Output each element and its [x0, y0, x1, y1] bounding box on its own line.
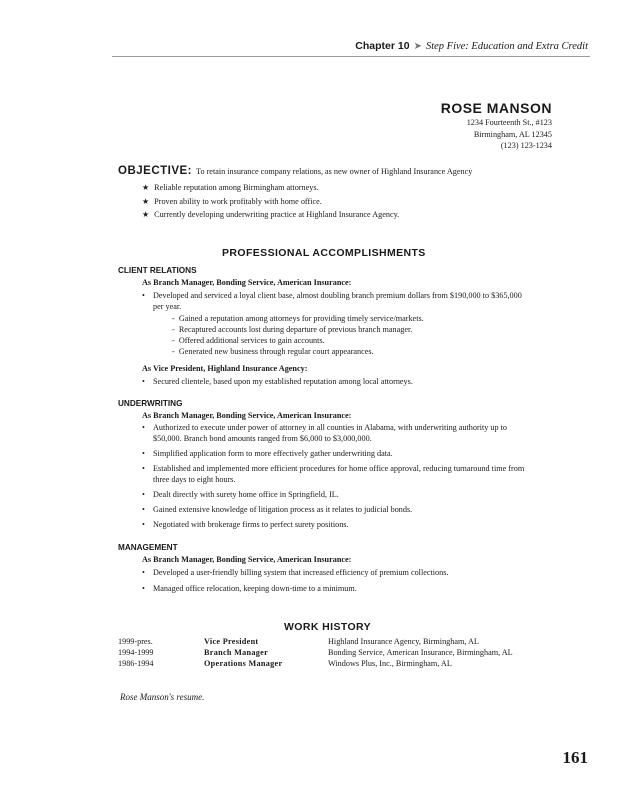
sub-point: - Generated new business through regular court appearances.: [172, 347, 374, 356]
objective-point: ★ Currently developing underwriting practice at Highland Insurance Agency.: [142, 210, 400, 219]
star-bullet-icon: ★: [142, 183, 150, 192]
accomplishments-title: PROFESSIONAL ACCOMPLISHMENTS: [222, 247, 426, 259]
underwriting-role: As Branch Manager, Bonding Service, American Insurance:: [142, 411, 352, 420]
underwriting-bullet: • Simplified application form to more effectively gather underwriting data.: [142, 449, 393, 458]
objective-points: [142, 181, 582, 222]
sub-point: - Gained a reputation among attorneys for providing timely service/markets.: [172, 314, 424, 323]
underwriting-bullet: • Negotiated with brokerage firms to perfect surety positions.: [142, 520, 349, 529]
client-relations-heading: CLIENT RELATIONS: [118, 266, 197, 275]
work-history-title: WORK HISTORY: [284, 621, 372, 633]
sub-point: - Recaptured accounts lost during departure of previous branch manager.: [172, 325, 413, 334]
objective-label: OBJECTIVE:: [118, 165, 193, 177]
running-header: [355, 40, 588, 52]
star-bullet-icon: ★: [142, 210, 150, 219]
sub-point: - Offered additional services to gain accounts.: [172, 336, 325, 345]
management-bullet: • Developed a user-friendly billing system that increased efficiency of premium collections.: [142, 568, 449, 577]
objective-point: ★ Proven ability to work profitably with home office.: [142, 196, 322, 206]
client-relations-role: As Branch Manager, Bonding Service, American Insurance:: [142, 278, 352, 287]
resume-name: ROSE MANSON: [440, 100, 552, 116]
address-line: (123) 123-1234: [500, 141, 552, 150]
address-line: Birmingham, AL 12345: [473, 129, 552, 139]
client-relations-bullet: • Secured clientele, based upon my established reputation among local attorneys.: [142, 377, 413, 386]
address-line: 1234 Fourteenth St., #123: [466, 118, 552, 127]
underwriting-bullet: • Gained extensive knowledge of litigation process as it relates to judicial bonds.: [142, 505, 413, 514]
management-heading: MANAGEMENT: [118, 543, 178, 552]
objective-text: To retain insurance company relations, as new owner of Highland Insurance Agency: [196, 167, 473, 176]
underwriting-bullet: • Established and implemented more efficient procedures for home office approval, reducing turnaround time from three days to eight hours.: [142, 464, 525, 484]
resume-address: [467, 117, 552, 152]
figure-caption: Rose Manson's resume.: [120, 692, 205, 702]
arrowhead-icon: ➤: [413, 41, 422, 52]
client-relations-role2: As Vice President, Highland Insurance Agency:: [142, 364, 308, 373]
star-bullet-icon: ★: [142, 196, 150, 206]
client-relations-subpoints: [172, 313, 424, 357]
objective-point: ★ Reliable reputation among Birmingham attorneys.: [142, 183, 319, 192]
underwriting-bullet: • Dealt directly with surety home office in Springfield, IL.: [142, 490, 339, 499]
page-number: 161: [562, 748, 588, 767]
client-relations-bullet: • Developed and serviced a loyal client base, almost doubling branch premium dollars from $190,000 to $365,000 per year.: [142, 291, 522, 311]
underwriting-heading: UNDERWRITING: [118, 399, 183, 408]
objective: [118, 165, 558, 177]
chapter-label: Chapter 10: [355, 40, 410, 52]
management-role: As Branch Manager, Bonding Service, American Insurance:: [142, 555, 352, 564]
underwriting-bullet: • Authorized to execute under power of attorney in all counties in Alabama, with underwriting authority up to $50,000. Branch bond amounts ranged from $6,000 to $3,000,000.: [142, 423, 508, 443]
header-rule: [112, 56, 590, 57]
management-bullet: • Managed office relocation, keeping down-time to a minimum.: [142, 584, 357, 593]
step-label: Step Five: Education and Extra Credit: [425, 41, 588, 52]
